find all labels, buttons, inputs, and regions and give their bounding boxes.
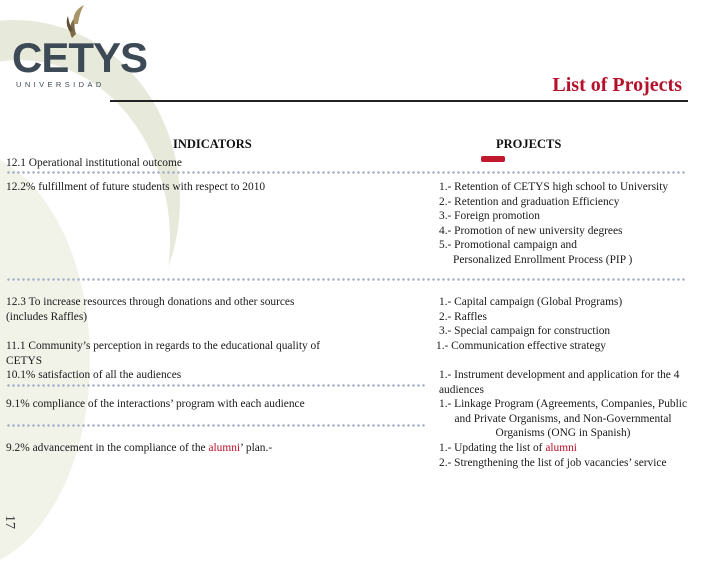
flame-leaf-icon [58,4,88,38]
logo-wordmark: CETYS [12,34,148,81]
indicator-10-1: 10.1% satisfaction of all the audiences [6,369,182,381]
project-text: 1.- Updating the list of [439,442,546,454]
alumni-word: alumni [545,442,577,454]
project-item: 3.- Foreign promotion [439,210,540,223]
indicator-12-3: 12.3 To increase resources through donations and other sources (includes Raffles) [6,296,295,323]
dotted-divider [6,171,686,174]
page-title: List of Projects [552,74,682,96]
title-divider [110,100,688,102]
indicators-header: INDICATORS [173,137,252,151]
indicator-text: ’ plan.- [240,442,273,454]
project-item: 5.- Promotional campaign and [439,239,577,252]
project-item: 1.- Communication effective strategy [436,340,606,352]
project-item: 1.- Instrument development and application for the 4 audiences [439,369,680,396]
logo-subtitle: UNIVERSIDAD [16,80,105,89]
project-item: 4.- Promotion of new university degrees [439,224,623,237]
project-item: Personalized Enrollment Process (PIP ) [453,254,633,266]
project-item: 3.- Special campaign for construction [439,325,611,338]
cetys-logo [6,4,148,89]
section-outcome: 12.1 Operational institutional outcome [6,157,182,169]
project-item: 2.- Retention and graduation Efficiency [439,195,620,208]
projects-header: PROJECTS [496,137,562,151]
dotted-divider [6,384,426,387]
indicator-text: 9.2% advancement in the compliance of the [6,442,209,454]
project-item: 1.- Linkage Program (Agreements, Companies, Public and Private Organisms, and Non-Governmental Organisms (ONG in Spanish) [439,398,688,440]
project-item: 2.- Strengthening the list of job vacancies’ service [439,456,667,469]
indicator-12-2: 12.2% fulfillment of future students with respect to 2010 [6,181,266,193]
page-number: 17 [2,515,17,529]
indicator-11-1: 11.1 Community’s perception in regards to the educational quality of CETYS [6,340,321,367]
project-item [439,441,577,456]
indicator-9-2 [6,441,272,456]
indicator-9-1: 9.1% compliance of the interactions’ program with each audience [6,398,305,410]
project-item: 1.- Retention of CETYS high school to University [439,181,669,193]
red-accent-mark [481,156,505,162]
dotted-divider [6,424,426,427]
project-item: 2.- Raffles [439,310,487,323]
project-item: 1.- Capital campaign (Global Programs) [439,296,623,308]
dotted-divider [6,278,686,281]
alumni-word: alumni [208,442,241,454]
